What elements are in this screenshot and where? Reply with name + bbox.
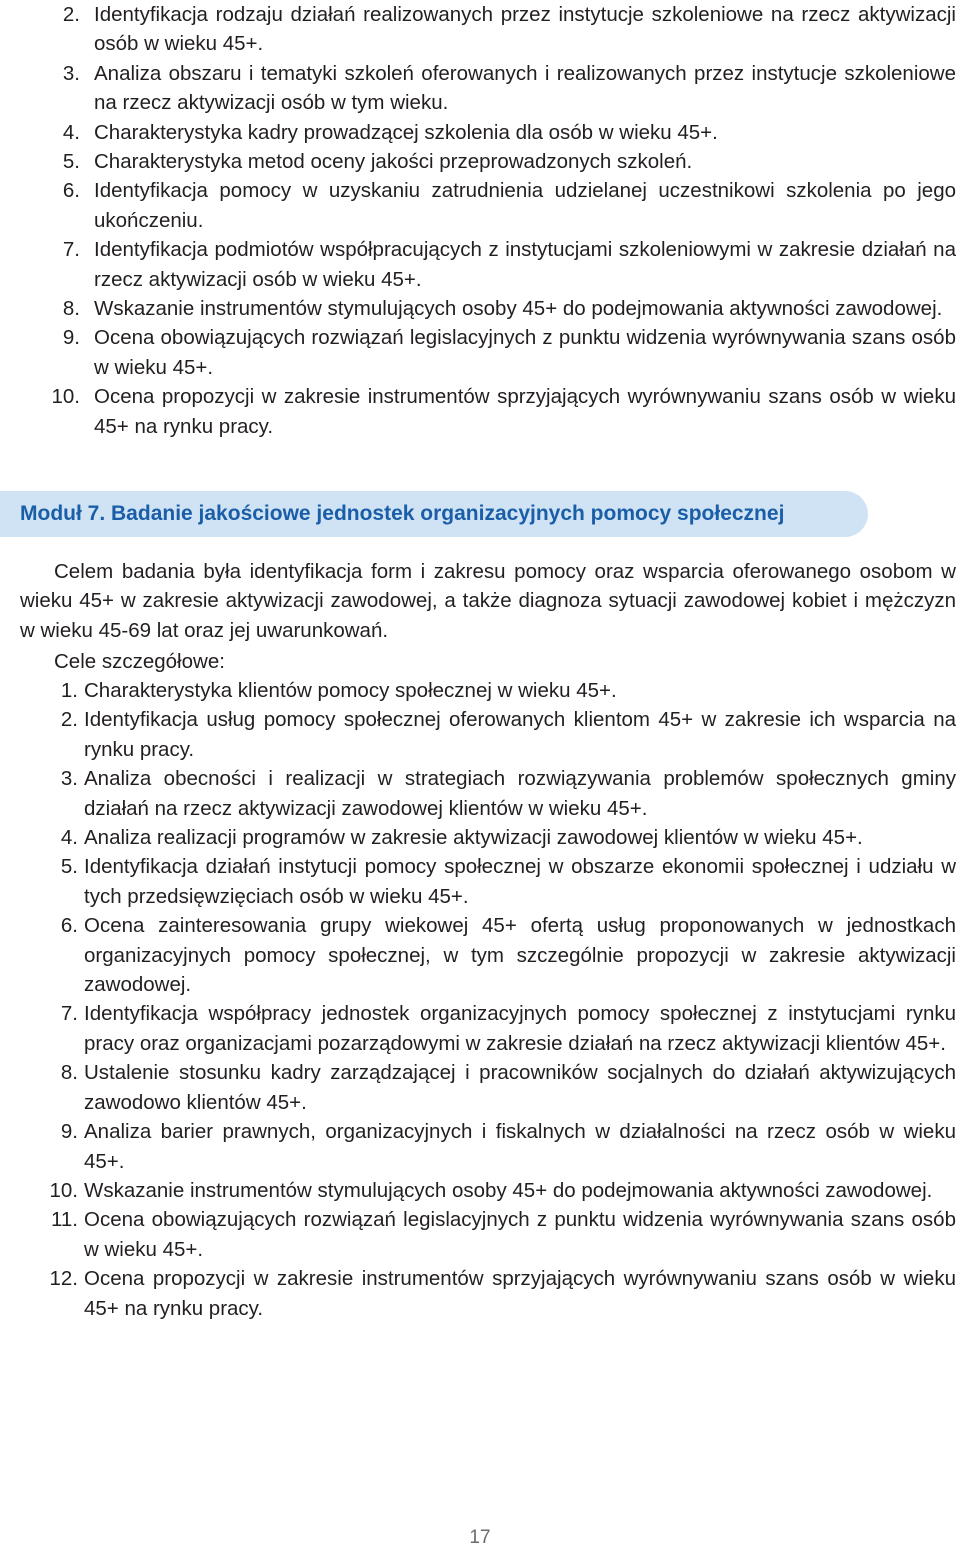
item-number: 8. (62, 297, 80, 321)
item-text: Ocena obowiązujących rozwiązań legislacyjnych z punktu widzenia wyrównywania szans osób w wieku 45+. (94, 326, 956, 379)
intro-paragraph: Celem badania była identyfikacja form i zakresu pomocy oraz wsparcia oferowanego osobom w wieku 45+ w zakresie aktywizacji zawodowej, a także diagnoza sytuacji zawodowej kobiet i mężczyzn w wieku 45-69 lat oraz jej uwarunkowań. (20, 560, 956, 642)
module-title: Badanie jakościowe jednostek organizacyjnych pomocy społecznej (111, 502, 785, 525)
item-number: 10. (49, 1178, 78, 1202)
item-text: Ocena propozycji w zakresie instrumentów sprzyjających wyrównywaniu szans osób w wieku 45+ na rynku pracy. (94, 385, 956, 438)
list-item (30, 823, 956, 852)
item-text: Charakterystyka klientów pomocy społecznej w wieku 45+. (84, 679, 617, 702)
item-number: 8. (60, 1061, 78, 1085)
list-item (30, 764, 956, 823)
item-text: Identyfikacja rodzaju działań realizowanych przez instytucje szkoleniowe na rzecz aktywizacji osób w wieku 45+. (94, 3, 956, 56)
item-number: 1. (60, 679, 78, 702)
page-number: 17 (469, 1527, 491, 1548)
list-item (30, 1264, 956, 1323)
list-item (30, 852, 956, 911)
module-heading (0, 491, 868, 537)
item-number: 2. (60, 708, 78, 732)
list-item (30, 911, 956, 999)
item-number: 2. (62, 3, 80, 26)
item-text: Wskazanie instrumentów stymulujących osoby 45+ do podejmowania aktywności zawodowej. (94, 297, 943, 321)
item-text: Analiza obszaru i tematyki szkoleń oferowanych i realizowanych przez instytucje szkoleniowe na rzecz aktywizacji osób w tym wieku. (94, 61, 956, 115)
list-item (50, 176, 956, 235)
item-text: Wskazanie instrumentów stymulujących osoby 45+ do podejmowania aktywności zawodowej. (84, 1178, 933, 1202)
item-number: 3. (62, 61, 80, 85)
item-number: 5. (62, 150, 80, 174)
module-heading-text (20, 502, 784, 526)
item-number: 4. (62, 120, 80, 144)
goals-label: Cele szczegółowe: (54, 650, 225, 673)
item-text: Ocena zainteresowania grupy wiekowej 45+ ofertą usług proponowanych w jednostkach organizacyjnych pomocy społecznej, w tym szczególnie propozycji w zakresie aktywizacji zawodowej. (84, 914, 956, 997)
item-number: 4. (60, 826, 78, 850)
item-number: 12. (49, 1267, 78, 1291)
list-item (50, 0, 956, 59)
item-text: Charakterystyka metod oceny jakości przeprowadzonych szkoleń. (94, 150, 693, 174)
item-text: Analiza barier prawnych, organizacyjnych i fiskalnych w działalności na rzecz osób w wieku 45+. (84, 1120, 956, 1173)
item-number: 9. (60, 1120, 78, 1144)
item-text: Ocena obowiązujących rozwiązań legislacyjnych z punktu widzenia wyrównywania szans osób w wieku 45+. (84, 1208, 956, 1261)
list-item (30, 1176, 956, 1205)
list-item (30, 1117, 956, 1176)
list-item (50, 294, 956, 323)
goals-list (30, 676, 956, 1323)
item-number: 6. (60, 914, 78, 938)
item-number: 7. (60, 1002, 78, 1026)
item-text: Identyfikacja współpracy jednostek organizacyjnych pomocy społecznej z instytucjami rynku pracy oraz organizacjami pozarządowymi w zakresie działań na rzecz aktywizacji klientów 45+. (84, 1002, 956, 1055)
item-number: 7. (62, 238, 80, 262)
item-text: Ustalenie stosunku kadry zarządzającej i pracowników socjalnych do działań aktywizujących zawodowo klientów 45+. (84, 1061, 956, 1114)
item-text: Identyfikacja działań instytucji pomocy społecznej w obszarze ekonomii społecznej i udziału w tych przedsięwzięciach osób w wieku 45+. (84, 855, 956, 908)
item-number: 3. (60, 767, 78, 791)
list-item (50, 59, 956, 118)
item-text: Identyfikacja pomocy w uzyskaniu zatrudnienia udzielanej uczestnikowi szkolenia po jego ukończeniu. (94, 179, 956, 232)
list-item (30, 1058, 956, 1117)
item-number: 9. (62, 326, 80, 350)
module-label: Moduł 7. (20, 502, 106, 525)
list-item (50, 323, 956, 382)
list-item (50, 235, 956, 294)
list-item (30, 705, 956, 764)
item-text: Identyfikacja usług pomocy społecznej oferowanych klientom 45+ w zakresie ich wsparcia na rynku pracy. (84, 708, 956, 761)
list-item (30, 1205, 956, 1264)
item-number: 6. (62, 179, 80, 203)
list-item (50, 118, 956, 147)
item-text: Identyfikacja podmiotów współpracujących z instytucjami szkoleniowymi w zakresie działań na rzecz aktywizacji osób w wieku 45+. (94, 238, 956, 291)
list-item (30, 676, 956, 705)
item-number: 11. (51, 1208, 78, 1232)
list-item (50, 147, 956, 176)
item-number: 5. (60, 855, 78, 879)
item-text: Ocena propozycji w zakresie instrumentów sprzyjających wyrównywaniu szans osób w wieku 45+ na rynku pracy. (84, 1267, 956, 1320)
objectives-list-continued (50, 0, 956, 441)
item-number: 10. (51, 385, 80, 409)
list-item (50, 382, 956, 441)
item-text: Analiza realizacji programów w zakresie aktywizacji zawodowej klientów w wieku 45+. (84, 826, 863, 850)
list-item (30, 999, 956, 1058)
item-text: Charakterystyka kadry prowadzącej szkolenia dla osób w wieku 45+. (94, 120, 718, 144)
item-text: Analiza obecności i realizacji w strategiach rozwiązywania problemów społecznych gminy działań na rzecz aktywizacji zawodowej klientów w wieku 45+. (84, 767, 956, 820)
